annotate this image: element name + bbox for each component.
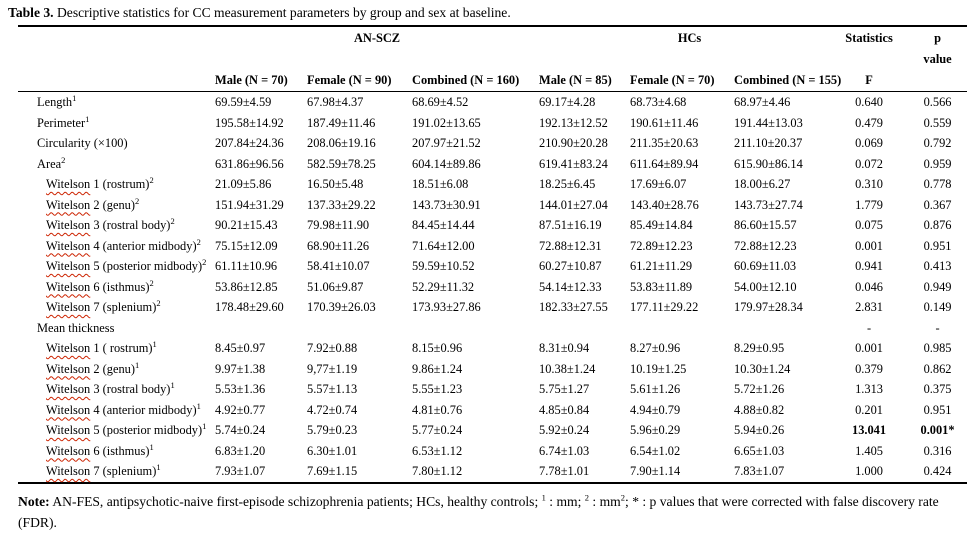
data-cell: 60.69±11.03 — [734, 259, 797, 273]
data-cell: 151.94±31.29 — [215, 197, 284, 212]
p-value-cell: 0.149 — [923, 300, 952, 314]
data-cell: 5.72±1.26 — [734, 382, 785, 396]
table-row — [18, 174, 967, 195]
misspelled-word: Witelson — [46, 443, 91, 458]
row-label: Witelson 3 (rostral body)$^2$ — [46, 215, 175, 232]
data-cell: 195.58±14.92 — [215, 115, 284, 130]
data-cell — [412, 318, 539, 339]
data-cell: 6.54±1.02 — [630, 443, 681, 458]
data-cell: 4.94±0.79 — [630, 402, 681, 417]
p-value-cell: 0.375 — [923, 382, 952, 396]
p-value-cell: 0.559 — [923, 115, 952, 130]
row-label: Witelson 4 (anterior midbody)$^1$ — [46, 400, 201, 417]
data-cell: 5.57±1.13 — [307, 382, 358, 396]
note-text: ; * : p values that were corrected with false discovery rate (FDR). — [18, 493, 939, 530]
data-cell: 54.00±12.10 — [734, 279, 797, 294]
misspelled-word: Witelson — [46, 238, 91, 253]
data-cell: 7.92±0.88 — [307, 341, 358, 355]
data-cell: 10.38±1.24 — [539, 361, 596, 376]
table-body — [18, 92, 967, 483]
data-cell: 5.61±1.26 — [630, 382, 681, 396]
data-cell: 5.96±0.29 — [630, 423, 681, 437]
data-cell: 7.93±1.07 — [215, 461, 307, 483]
data-cell: 68.97±4.46 — [734, 95, 791, 109]
data-cell: 52.29±11.32 — [412, 279, 475, 294]
note-sup-1: 1 — [541, 491, 546, 502]
data-cell: 187.49±11.46 — [307, 115, 376, 130]
table-row — [18, 379, 967, 400]
unit-superscript: 2 — [202, 256, 207, 267]
group-header-row — [18, 26, 967, 50]
table-row — [18, 256, 967, 277]
row-label: Circularity (×100) — [37, 136, 128, 150]
f-statistic-cell: 1.779 — [855, 197, 883, 212]
unit-superscript: 2 — [156, 297, 161, 308]
data-cell: 8.45±0.97 — [215, 341, 266, 355]
row-label: Length$^1$ — [37, 92, 77, 109]
data-cell: 210.90±20.28 — [539, 136, 608, 150]
data-cell: 16.50±5.48 — [307, 177, 364, 191]
data-cell: 7.90±1.14 — [630, 461, 734, 483]
f-statistic-cell: - — [866, 320, 872, 335]
data-cell: 9,77±1.19 — [307, 361, 358, 376]
misspelled-word: Witelson — [46, 464, 91, 478]
data-cell: 4.85±0.84 — [539, 402, 590, 417]
p-value-cell: 0.001* — [920, 423, 955, 437]
row-label: Witelson 2 (genu)$^1$ — [46, 359, 140, 376]
data-cell: 207.84±24.36 — [215, 136, 284, 150]
p-value-cell: 0.862 — [923, 361, 952, 376]
data-cell: 8.27±0.96 — [630, 341, 681, 355]
data-cell: 143.73±30.91 — [412, 197, 481, 212]
table-row — [18, 338, 967, 359]
data-cell: 18.51±6.08 — [412, 177, 469, 191]
row-label: Witelson 3 (rostral body)$^1$ — [46, 379, 175, 396]
data-cell: 75.15±12.09 — [215, 238, 278, 253]
row-label: Perimeter$^1$ — [37, 113, 90, 130]
data-cell: 182.33±27.55 — [539, 300, 608, 314]
data-cell: 192.13±12.52 — [539, 115, 608, 130]
data-cell: 179.97±28.34 — [734, 300, 803, 314]
f-statistic-cell: 0.379 — [855, 361, 883, 376]
f-statistic-cell: 0.001 — [855, 238, 883, 253]
table-row — [18, 215, 967, 236]
data-cell: 72.88±12.31 — [539, 238, 602, 253]
table-row — [18, 297, 967, 318]
table-row — [18, 400, 967, 421]
f-statistic-cell: 0.072 — [855, 156, 883, 171]
misspelled-word: Witelson — [46, 300, 91, 314]
empty-header-cell — [539, 50, 840, 68]
data-cell: 5.53±1.36 — [215, 382, 266, 396]
unit-superscript: 1 — [170, 379, 175, 390]
col-header-hcs-combined: Combined (N = 155) — [734, 68, 840, 92]
unit-superscript: 1 — [134, 359, 140, 370]
group-header-statistics: Statistics — [840, 26, 898, 50]
unit-superscript: 2 — [149, 174, 154, 185]
subcolumn-header-row — [18, 68, 967, 92]
data-cell: 9.86±1.24 — [412, 361, 463, 376]
data-cell: 207.97±21.52 — [412, 136, 481, 150]
row-label: Witelson 2 (genu)$^2$ — [46, 195, 140, 212]
data-cell: 59.59±10.52 — [412, 259, 475, 273]
unit-superscript: 1 — [202, 420, 207, 431]
table-row — [18, 359, 967, 380]
p-value-cell: 0.566 — [923, 95, 952, 109]
data-cell: 84.45±14.44 — [412, 218, 475, 232]
data-cell: 87.51±16.19 — [539, 218, 602, 232]
misspelled-word: Witelson — [46, 177, 91, 191]
note-label: Note: — [18, 493, 50, 509]
table-row — [18, 133, 967, 154]
data-cell: 21.09±5.86 — [215, 177, 272, 191]
data-cell: 7.80±1.12 — [412, 461, 539, 483]
data-cell: 7.83±1.07 — [734, 461, 840, 483]
table-title-text: Descriptive statistics for CC measurement parameters by group and sex at baseline. — [53, 5, 511, 20]
table-note — [18, 491, 964, 533]
unit-superscript: 2 — [61, 154, 66, 165]
table-row — [18, 277, 967, 298]
data-cell: 6.53±1.12 — [412, 443, 463, 458]
empty-header-cell — [898, 68, 967, 92]
table-row — [18, 318, 967, 339]
data-cell: 60.27±10.87 — [539, 259, 602, 273]
misspelled-word: Witelson — [46, 361, 91, 376]
unit-superscript: 1 — [72, 92, 77, 103]
col-header-anscz-combined: Combined (N = 160) — [412, 68, 539, 92]
unit-superscript: 2 — [149, 277, 154, 288]
f-statistic-cell: 0.001 — [855, 341, 883, 355]
data-cell: 18.00±6.27 — [734, 177, 791, 191]
data-cell: 18.25±6.45 — [539, 177, 596, 191]
data-cell: 68.90±11.26 — [307, 238, 370, 253]
p-value-cell: 0.876 — [923, 218, 952, 232]
misspelled-word: Witelson — [46, 218, 91, 232]
table-row — [18, 92, 967, 113]
data-cell: 9.97±1.38 — [215, 361, 266, 376]
unit-superscript: 2 — [170, 215, 175, 226]
empty-header-cell — [18, 68, 215, 92]
data-cell: 10.30±1.24 — [734, 361, 791, 376]
col-header-anscz-female: Female (N = 90) — [307, 68, 412, 92]
data-cell: 72.89±12.23 — [630, 238, 693, 253]
f-statistic-cell: 0.201 — [855, 402, 883, 417]
empty-header-cell — [840, 50, 898, 68]
table-row — [18, 195, 967, 216]
f-statistic-cell: 1.405 — [855, 443, 883, 458]
data-cell: 615.90±86.14 — [734, 156, 803, 171]
row-label: Witelson 4 (anterior midbody)$^2$ — [46, 236, 201, 253]
note-text: : mm — [589, 493, 621, 509]
table-row — [18, 236, 967, 257]
data-cell: 8.31±0.94 — [539, 341, 590, 355]
data-cell: 137.33±29.22 — [307, 197, 376, 212]
p-value-cell: 0.951 — [923, 238, 952, 253]
data-cell: 6.30±1.01 — [307, 443, 358, 458]
data-cell: 51.06±9.87 — [307, 279, 364, 294]
data-cell: 170.39±26.03 — [307, 300, 376, 314]
data-cell: 85.49±14.84 — [630, 218, 693, 232]
empty-header-cell — [18, 50, 215, 68]
data-cell: 6.74±1.03 — [539, 443, 590, 458]
data-cell: 178.48±29.60 — [215, 300, 284, 314]
p-value-second-line-row — [18, 50, 967, 68]
misspelled-word: Witelson — [46, 382, 91, 396]
unit-superscript: 2 — [196, 236, 201, 247]
data-cell: 8.29±0.95 — [734, 341, 785, 355]
descriptive-stats-table — [18, 25, 967, 484]
data-cell: 143.40±28.76 — [630, 197, 699, 212]
group-header-hcs: HCs — [539, 26, 840, 50]
note-sup-2: 2 — [584, 491, 590, 502]
data-cell: 5.55±1.23 — [412, 382, 463, 396]
data-cell: 69.17±4.28 — [539, 95, 596, 109]
col-header-f: F — [840, 68, 898, 92]
data-cell: 4.72±0.74 — [307, 402, 358, 417]
misspelled-word: Witelson — [46, 259, 91, 273]
row-label: Witelson 1 ( rostrum)$^1$ — [46, 338, 157, 355]
p-value-cell: 0.367 — [923, 197, 952, 212]
data-cell: 68.73±4.68 — [630, 95, 687, 109]
row-label: Area$^2$ — [37, 154, 66, 171]
table-row — [18, 461, 967, 483]
data-cell: 173.93±27.86 — [412, 300, 481, 314]
table-row — [18, 154, 967, 175]
f-statistic-cell: 0.941 — [855, 259, 883, 273]
data-cell: 191.44±13.03 — [734, 115, 803, 130]
data-cell: 619.41±83.24 — [539, 156, 608, 171]
f-statistic-cell: 13.041 — [852, 423, 887, 437]
f-statistic-cell: 1.000 — [840, 461, 898, 483]
unit-superscript: 1 — [156, 461, 161, 472]
empty-header-cell — [18, 26, 215, 50]
table-title — [8, 4, 974, 22]
data-cell — [734, 318, 840, 339]
data-cell: 582.59±78.25 — [307, 156, 376, 171]
data-cell — [307, 318, 412, 339]
data-cell: 61.21±11.29 — [630, 259, 693, 273]
data-cell: 5.94±0.26 — [734, 423, 785, 437]
note-text: : mm; — [545, 493, 585, 509]
row-label: Witelson 6 (isthmus)$^2$ — [46, 277, 154, 294]
data-cell: 4.92±0.77 — [215, 402, 266, 417]
p-value-cell: 0.792 — [923, 136, 952, 150]
data-cell: 190.61±11.46 — [630, 115, 699, 130]
data-cell: 69.59±4.59 — [215, 95, 272, 109]
f-statistic-cell: 0.479 — [855, 115, 883, 130]
data-cell: 177.11±29.22 — [630, 300, 699, 314]
data-cell: 631.86±96.56 — [215, 156, 284, 171]
misspelled-word: Witelson — [46, 197, 91, 212]
p-header-line2: value — [923, 52, 952, 66]
p-value-cell: 0.413 — [923, 259, 952, 273]
data-cell: 86.60±15.57 — [734, 218, 797, 232]
data-cell — [539, 318, 630, 339]
unit-superscript: 1 — [85, 113, 90, 124]
table-title-number: Table 3. — [8, 5, 54, 20]
data-cell: 6.65±1.03 — [734, 443, 785, 458]
data-cell: 53.83±11.89 — [630, 279, 693, 294]
data-cell: 144.01±27.04 — [539, 197, 608, 212]
data-cell: 604.14±89.86 — [412, 156, 481, 171]
data-cell: 5.79±0.23 — [307, 423, 358, 437]
f-statistic-cell: 2.831 — [855, 300, 883, 314]
row-label: Witelson 5 (posterior midbody)$^1$ — [46, 420, 207, 437]
f-statistic-cell: 0.075 — [855, 218, 883, 232]
data-cell: 8.15±0.96 — [412, 341, 463, 355]
col-header-anscz-male: Male (N = 70) — [215, 68, 307, 92]
table-row — [18, 113, 967, 134]
col-header-hcs-male: Male (N = 85) — [539, 68, 630, 92]
row-label: Witelson 5 (posterior midbody)$^2$ — [46, 256, 207, 273]
row-label: Witelson 6 (isthmus)$^1$ — [46, 441, 154, 458]
row-label: Witelson 7 (splenium)$^2$ — [46, 297, 161, 314]
misspelled-word: Witelson — [46, 279, 91, 294]
unit-superscript: 1 — [196, 400, 201, 411]
misspelled-word: Witelson — [46, 402, 91, 417]
data-cell: 143.73±27.74 — [734, 197, 803, 212]
misspelled-word: Witelson — [46, 341, 91, 355]
p-value-cell: 0.949 — [923, 279, 952, 294]
p-value-cell: 0.959 — [923, 156, 952, 171]
data-cell: 4.88±0.82 — [734, 402, 785, 417]
data-cell: 68.69±4.52 — [412, 95, 469, 109]
p-value-cell: 0.424 — [898, 461, 967, 483]
data-cell: 67.98±4.37 — [307, 95, 364, 109]
data-cell: 5.74±0.24 — [215, 423, 266, 437]
f-statistic-cell: 0.310 — [855, 177, 883, 191]
data-cell: 72.88±12.23 — [734, 238, 797, 253]
row-label: Witelson 1 (rostrum)$^2$ — [46, 174, 154, 191]
data-cell: 211.10±20.37 — [734, 136, 803, 150]
group-header-an-scz: AN-SCZ — [215, 26, 539, 50]
p-value-cell: 0.985 — [923, 341, 952, 355]
data-cell: 611.64±89.94 — [630, 156, 699, 171]
p-value-cell: 0.951 — [923, 402, 952, 417]
p-header-line1: p — [898, 26, 967, 50]
data-cell: 7.69±1.15 — [307, 461, 412, 483]
data-cell — [215, 318, 307, 339]
unit-superscript: 1 — [149, 441, 154, 452]
data-cell — [630, 318, 734, 339]
data-cell: 79.98±11.90 — [307, 218, 370, 232]
f-statistic-cell: 0.640 — [855, 95, 883, 109]
unit-superscript: 1 — [152, 338, 157, 349]
data-cell: 53.86±12.85 — [215, 279, 278, 294]
data-cell: 191.02±13.65 — [412, 115, 481, 130]
p-value-cell: 0.316 — [923, 443, 952, 458]
table-row — [18, 420, 967, 441]
p-value-cell: 0.778 — [923, 177, 952, 191]
data-cell: 90.21±15.43 — [215, 218, 278, 232]
data-cell: 17.69±6.07 — [630, 177, 687, 191]
data-cell: 5.75±1.27 — [539, 382, 590, 396]
data-cell: 211.35±20.63 — [630, 136, 699, 150]
empty-header-cell — [215, 50, 539, 68]
misspelled-word: Witelson — [46, 423, 91, 437]
p-value-cell: - — [935, 320, 940, 335]
data-cell: 5.92±0.24 — [539, 423, 590, 437]
f-statistic-cell: 0.046 — [855, 279, 883, 294]
data-cell: 6.83±1.20 — [215, 443, 266, 458]
data-cell: 61.11±10.96 — [215, 259, 278, 273]
data-cell: 10.19±1.25 — [630, 361, 687, 376]
data-cell: 58.41±10.07 — [307, 259, 370, 273]
data-cell: 54.14±12.33 — [539, 279, 602, 294]
row-label: Mean thickness — [37, 320, 115, 335]
f-statistic-cell: 0.069 — [855, 136, 883, 150]
data-cell: 208.06±19.16 — [307, 136, 376, 150]
f-statistic-cell: 1.313 — [855, 382, 883, 396]
note-sup-mm2: 2 — [620, 491, 626, 502]
note-text: AN-FES, antipsychotic-naive first-episode schizophrenia patients; HCs, healthy controls; — [49, 493, 542, 509]
data-cell: 5.77±0.24 — [412, 423, 463, 437]
unit-superscript: 2 — [134, 195, 140, 206]
data-cell: 71.64±12.00 — [412, 238, 475, 253]
data-cell: 7.78±1.01 — [539, 461, 630, 483]
row-label: Witelson 7 (splenium)$^1$ — [18, 461, 215, 483]
data-cell: 4.81±0.76 — [412, 402, 463, 417]
col-header-hcs-female: Female (N = 70) — [630, 68, 734, 92]
table-row — [18, 441, 967, 462]
